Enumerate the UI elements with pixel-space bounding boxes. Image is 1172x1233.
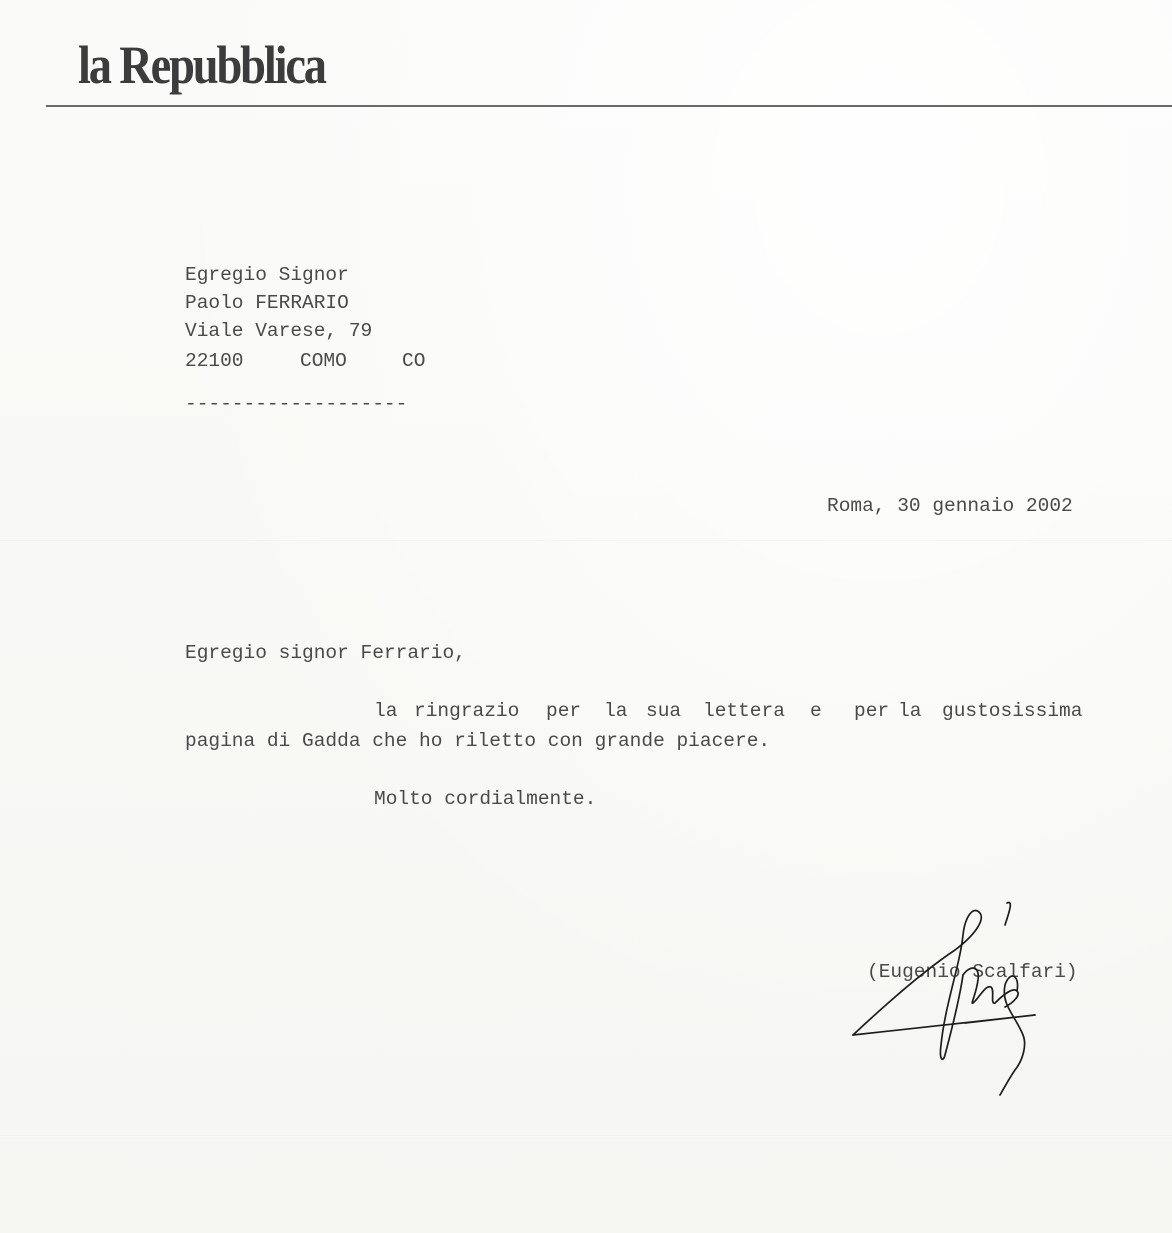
body-line-2: pagina di Gadda che ho riletto con grande piacere. [185,730,771,752]
body-word: la [374,700,398,722]
typed-signature-name: (Eugenio Scalfari) [867,961,1078,983]
dateline: Roma, 30 gennaio 2002 [827,495,1073,517]
recipient-salutation: Egregio Signor [185,264,349,286]
handwritten-signature [845,895,1045,1100]
paper-fold-line [0,1135,1172,1137]
body-word: e [810,700,822,722]
body-word: lettera [703,700,785,722]
recipient-name: Paolo FERRARIO [185,292,349,314]
recipient-city: COMO [300,350,347,372]
body-word: per [546,700,582,722]
masthead-rule [46,105,1172,107]
body-word: ringrazio [414,700,520,722]
newspaper-logo: la Repubblica [78,35,325,95]
body-word: gustosissima [942,700,1083,722]
recipient-province: CO [402,350,426,372]
closing: Molto cordialmente. [374,788,597,810]
greeting: Egregio signor Ferrario, [185,642,466,664]
body-word: la [604,700,628,722]
recipient-postcode: 22100 [185,350,244,372]
paper-fold-line [0,540,1172,542]
recipient-street: Viale Varese, 79 [185,320,373,342]
body-word: sua [646,700,682,722]
address-underline: ------------------- [185,393,408,415]
body-word: per [854,700,890,722]
body-word: la [898,700,922,722]
